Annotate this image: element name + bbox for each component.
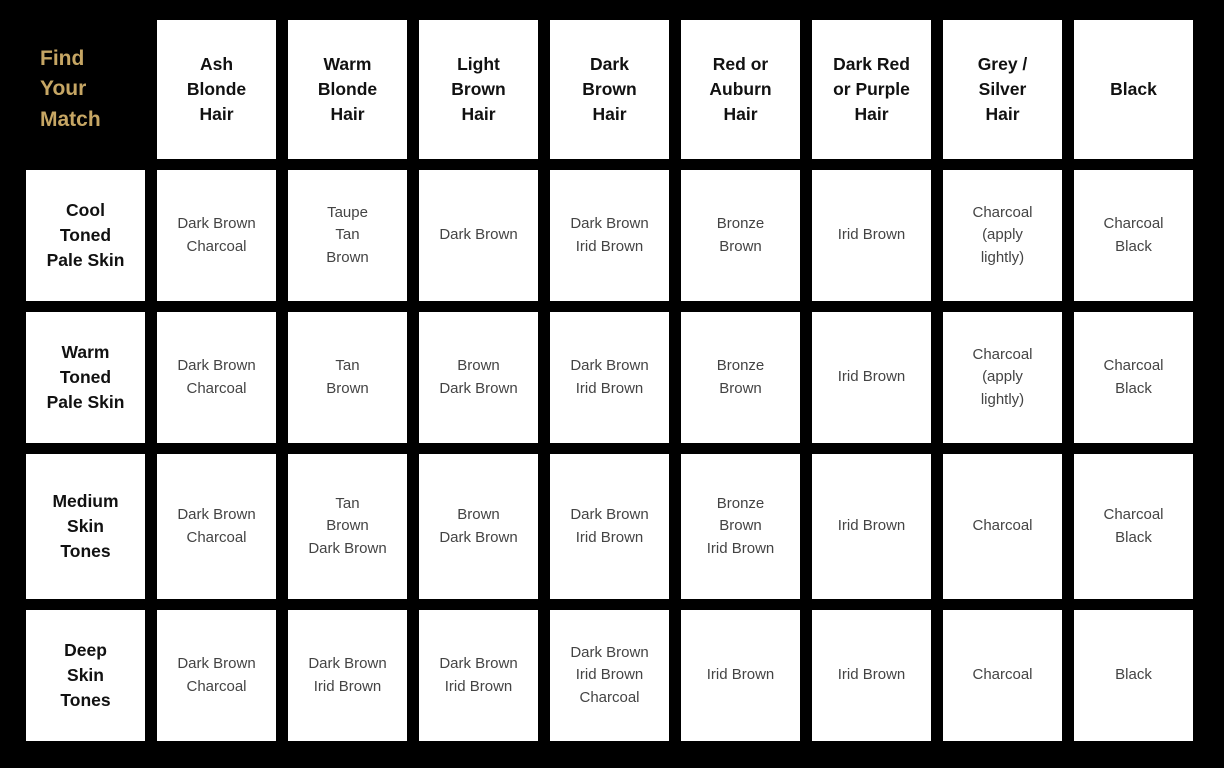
text-line: Black <box>1110 79 1157 100</box>
cell-1-7 <box>1074 312 1193 443</box>
column-header-grey-silver-hair <box>943 20 1062 159</box>
text-line: Taupe <box>327 204 368 222</box>
text-line: Tones <box>60 689 111 710</box>
column-header-dark-brown-hair <box>550 20 669 159</box>
text-line: Brown <box>326 517 369 535</box>
text-line: Irid Brown <box>837 226 906 244</box>
text-line: Brown <box>719 237 762 255</box>
table-header-row <box>26 20 1193 159</box>
text-line: Dark Brown <box>570 506 649 524</box>
text-line: Skin <box>67 516 104 537</box>
row-header-cool-toned-pale-skin <box>26 170 145 301</box>
cell-1-4 <box>681 312 800 443</box>
cell-3-1 <box>288 610 407 741</box>
text-line: Charcoal <box>186 237 247 255</box>
text-line: Toned <box>59 367 112 388</box>
text-line: Brown <box>719 517 762 535</box>
text-line: Irid Brown <box>575 666 644 684</box>
text-line: or Purple <box>833 79 910 100</box>
text-line: (apply <box>982 368 1023 386</box>
text-line: Dark Brown <box>308 655 387 673</box>
text-line: Dark Brown <box>439 379 518 397</box>
cell-0-2 <box>419 170 538 301</box>
text-line: Bronze <box>716 495 765 513</box>
cell-2-1 <box>288 454 407 599</box>
text-line: Auburn <box>709 79 772 100</box>
cell-0-4 <box>681 170 800 301</box>
text-line: Dark Brown <box>439 528 518 546</box>
text-line: Red or <box>712 54 769 75</box>
text-line: Charcoal <box>186 379 247 397</box>
text-line: Charcoal <box>972 204 1033 222</box>
text-line: (apply <box>982 226 1023 244</box>
text-line: Hair <box>985 103 1020 124</box>
text-line: Charcoal <box>972 346 1033 364</box>
cell-2-2 <box>419 454 538 599</box>
cell-2-0 <box>157 454 276 599</box>
row-header-medium-skin-tones <box>26 454 145 599</box>
text-line: Irid Brown <box>706 666 775 684</box>
text-line: Skin <box>67 665 104 686</box>
text-line: Dark Brown <box>177 506 256 524</box>
cell-1-0 <box>157 312 276 443</box>
text-line: Toned <box>59 225 112 246</box>
cell-3-4 <box>681 610 800 741</box>
text-line: Tan <box>335 357 360 375</box>
cell-1-6 <box>943 312 1062 443</box>
text-line: Tones <box>60 540 111 561</box>
cell-0-6 <box>943 170 1062 301</box>
text-line: Irid Brown <box>837 666 906 684</box>
text-line: Irid Brown <box>313 677 382 695</box>
text-line: Brown <box>719 379 762 397</box>
text-line: Your <box>40 77 87 101</box>
text-line: Irid Brown <box>837 368 906 386</box>
text-line: Charcoal <box>1103 215 1164 233</box>
cell-1-3 <box>550 312 669 443</box>
cell-0-1 <box>288 170 407 301</box>
cell-2-7 <box>1074 454 1193 599</box>
text-line: Grey / <box>977 54 1028 75</box>
column-header-dark-red-or-purple-hair <box>812 20 931 159</box>
text-line: Tan <box>335 226 360 244</box>
text-line: Irid Brown <box>837 517 906 535</box>
cell-2-5 <box>812 454 931 599</box>
table-row <box>26 312 1193 443</box>
text-line: Dark Brown <box>570 357 649 375</box>
text-line: Black <box>1115 237 1152 255</box>
text-line: Irid Brown <box>575 379 644 397</box>
cell-3-5 <box>812 610 931 741</box>
text-line: Match <box>40 107 101 131</box>
text-line: Dark Red <box>833 54 910 75</box>
column-header-black <box>1074 20 1193 159</box>
text-line: Hair <box>854 103 889 124</box>
text-line: Dark Brown <box>570 644 649 662</box>
text-line: Warm <box>323 54 372 75</box>
column-header-light-brown-hair <box>419 20 538 159</box>
text-line: lightly) <box>980 248 1025 266</box>
text-line: Medium <box>52 491 119 512</box>
text-line: Charcoal <box>579 688 640 706</box>
cell-2-3 <box>550 454 669 599</box>
text-line: Brown <box>457 357 500 375</box>
row-header-deep-skin-tones <box>26 610 145 741</box>
cell-3-0 <box>157 610 276 741</box>
text-line: Charcoal <box>972 517 1033 535</box>
text-line: Black <box>1115 528 1152 546</box>
text-line: Black <box>1115 666 1152 684</box>
text-line: Dark Brown <box>177 357 256 375</box>
cell-0-3 <box>550 170 669 301</box>
text-line: Hair <box>199 103 234 124</box>
cell-3-7 <box>1074 610 1193 741</box>
text-line: Brown <box>582 79 637 100</box>
cell-2-4 <box>681 454 800 599</box>
text-line: Hair <box>592 103 627 124</box>
cell-3-3 <box>550 610 669 741</box>
text-line: Brown <box>326 379 369 397</box>
text-line: Charcoal <box>186 528 247 546</box>
text-line: Irid Brown <box>575 237 644 255</box>
match-table <box>14 9 1205 752</box>
text-line: Light <box>457 54 500 75</box>
text-line: Hair <box>461 103 496 124</box>
text-line: Charcoal <box>186 677 247 695</box>
page-title <box>26 20 145 159</box>
text-line: Charcoal <box>1103 506 1164 524</box>
cell-0-7 <box>1074 170 1193 301</box>
table-row <box>26 170 1193 301</box>
table-row <box>26 610 1193 741</box>
text-line: Brown <box>451 79 506 100</box>
text-line: Hair <box>330 103 365 124</box>
text-line: Cool <box>66 200 105 221</box>
text-line: Find <box>40 46 85 70</box>
text-line: Black <box>1115 379 1152 397</box>
cell-1-2 <box>419 312 538 443</box>
text-line: Brown <box>457 506 500 524</box>
text-line: Blonde <box>317 79 378 100</box>
table-body <box>26 170 1193 741</box>
cell-1-5 <box>812 312 931 443</box>
cell-0-5 <box>812 170 931 301</box>
column-header-red-or-auburn-hair <box>681 20 800 159</box>
text-line: lightly) <box>980 390 1025 408</box>
text-line: Silver <box>978 79 1027 100</box>
table-row <box>26 454 1193 599</box>
cell-3-2 <box>419 610 538 741</box>
text-line: Pale Skin <box>46 249 125 270</box>
text-line: Tan <box>335 495 360 513</box>
text-line: Dark Brown <box>177 655 256 673</box>
cell-2-6 <box>943 454 1062 599</box>
text-line: Blonde <box>186 79 247 100</box>
text-line: Dark Brown <box>570 215 649 233</box>
cell-0-0 <box>157 170 276 301</box>
text-line: Deep <box>64 640 107 661</box>
text-line: Warm <box>61 342 110 363</box>
text-line: Charcoal <box>1103 357 1164 375</box>
text-line: Pale Skin <box>46 391 125 412</box>
text-line: Irid Brown <box>444 677 513 695</box>
column-header-warm-blonde-hair <box>288 20 407 159</box>
text-line: Dark Brown <box>308 539 387 557</box>
text-line: Brown <box>326 248 369 266</box>
text-line: Dark <box>590 54 629 75</box>
row-header-warm-toned-pale-skin <box>26 312 145 443</box>
text-line: Charcoal <box>972 666 1033 684</box>
text-line: Ash <box>199 54 234 75</box>
text-line: Dark Brown <box>439 655 518 673</box>
text-line: Hair <box>723 103 758 124</box>
text-line: Bronze <box>716 215 765 233</box>
text-line: Dark Brown <box>177 215 256 233</box>
column-header-ash-blonde-hair <box>157 20 276 159</box>
text-line: Dark Brown <box>439 226 518 244</box>
cell-3-6 <box>943 610 1062 741</box>
text-line: Bronze <box>716 357 765 375</box>
text-line: Irid Brown <box>575 528 644 546</box>
text-line: Irid Brown <box>706 539 775 557</box>
cell-1-1 <box>288 312 407 443</box>
